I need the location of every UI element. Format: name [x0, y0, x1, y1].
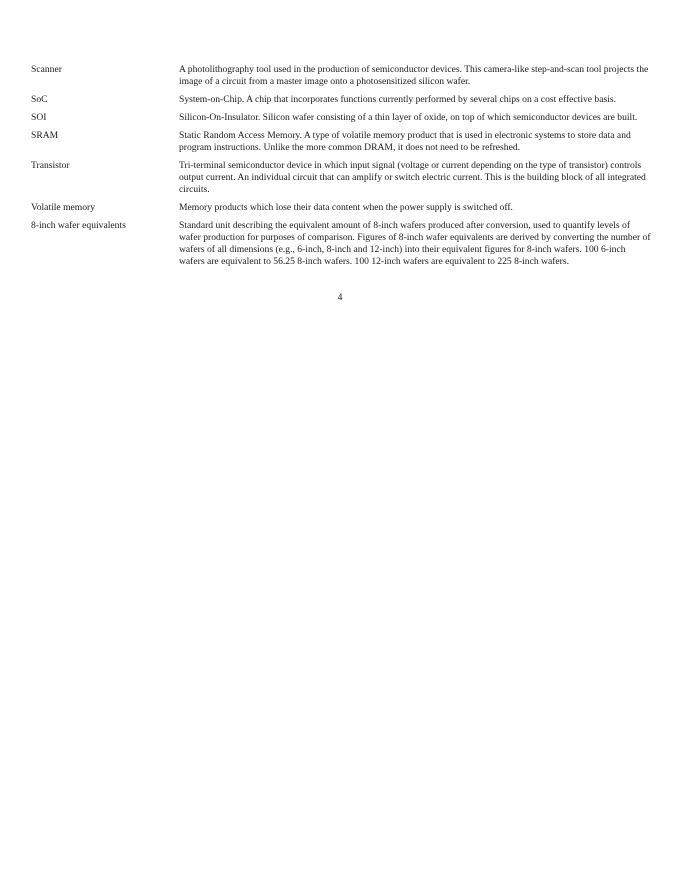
glossary-entry-8-inch-wafer-equivalents	[31, 220, 651, 268]
glossary-entry-volatile-memory	[31, 202, 651, 214]
glossary-definition: Silicon-On-Insulator. Silicon wafer consisting of a thin layer of oxide, on top of which semiconductor devices are built.	[179, 112, 638, 123]
glossary-entry-transistor	[31, 160, 651, 196]
glossary-entry-scanner	[31, 64, 651, 88]
glossary-term: Transistor	[31, 160, 70, 171]
glossary-definition: Memory products which lose their data content when the power supply is switched off.	[179, 202, 513, 213]
glossary-term: SRAM	[31, 130, 59, 141]
page-number: 4	[337, 292, 343, 303]
glossary-term: 8-inch wafer equivalents	[31, 220, 126, 231]
glossary-definition: Tri-terminal semiconductor device in which input signal (voltage or current depending on the type of transistor) controls output current. An individual circuit that can amplify or switch electric current. This is the building block of all integrated circuits.	[179, 160, 646, 195]
glossary-entry-sram	[31, 130, 651, 154]
glossary-definition: Standard unit describing the equivalent amount of 8-inch wafers produced after conversion, used to quantify levels of wafer production for purposes of comparison. Figures of 8-inch wafer equivalents are derived by converting the number of wafers of all dimensions (e.g., 6-inch, 8-inch and 12-inch) into their equivalent figures for 8-inch wafers. 100 6-inch wafers are equivalent to 56.25 8-inch wafers. 100 12-inch wafers are equivalent to 225 8-inch wafers.	[179, 220, 651, 267]
glossary-term: SoC	[31, 94, 48, 105]
glossary-definition: Static Random Access Memory. A type of volatile memory product that is used in electronic systems to store data and program instructions. Unlike the more common DRAM, it does not need to be refreshed.	[179, 130, 631, 153]
glossary-term: Scanner	[31, 64, 62, 75]
glossary-entry-soc	[31, 94, 651, 106]
glossary-definition: System-on-Chip. A chip that incorporates functions currently performed by several chips on a cost effective basis.	[179, 94, 617, 105]
glossary-definition: A photolithography tool used in the production of semiconductor devices. This camera-like step-and-scan tool projects the image of a circuit from a master image onto a photosensitized silicon wafer.	[179, 64, 649, 87]
glossary-term: SOI	[31, 112, 47, 123]
glossary-list	[31, 64, 651, 274]
glossary-term: Volatile memory	[31, 202, 96, 213]
glossary-entry-soi	[31, 112, 651, 124]
